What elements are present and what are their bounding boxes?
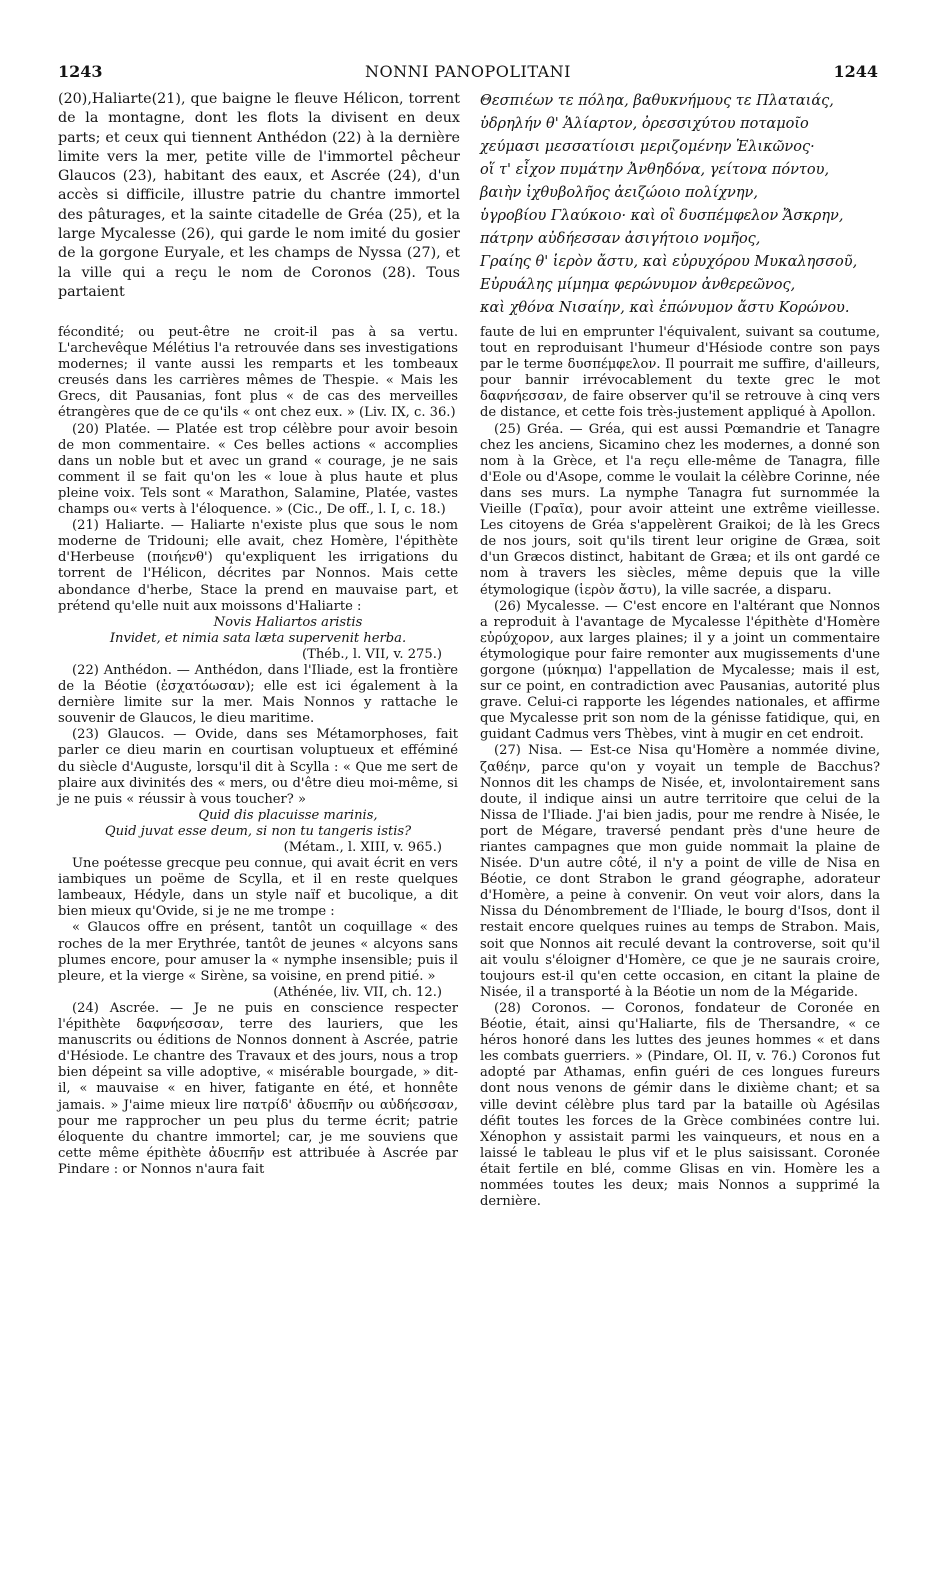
note-21: (21) Haliarte. — Haliarte n'existe plus que sous le nom moderne de Tridouni; elle avait, chez Homère, l'épithète d'Herbeuse (ποιήενθ') qu'expliquent les irrigations du torrent de l'Hélicon, décrites par Nonnos. Mais cette abondance d'herbe, Stace la prend en mauvaise part, et prétend qu'elle nuit aux moissons d'Haliarte : xyxy=(58,518,458,614)
note-23-citation: (Métam., l. XIII, v. 965.) xyxy=(283,840,442,855)
note-19-continued: fécondité; ou peut-être ne croit-il pas à sa vertu. L'archevêque Mélétius l'a retrouvée dans ses investigations modernes; il vante aussi les remparts et les tombeaux creusés dans les carrières mêmes de Thespie. « Mais les Grecs, dit Pausanias, font plus « de cas des merveilles étrangères que de ce qu'ils « ont chez eux. » (Liv. IX, c. 36.) xyxy=(58,325,458,421)
note-23-citation-2: (Athénée, liv. VII, ch. 12.) xyxy=(273,984,442,1000)
greek-line: Θεσπιέων τε πόληα, βαθυκνήμους τε Πλαταιάς, xyxy=(480,93,834,109)
page-number-left: 1243 xyxy=(58,62,103,81)
greek-line: Γραίης θ' ἱερὸν ἄστυ, καὶ εὐρυχόρου Μυκαλησσοῦ, xyxy=(480,254,858,270)
greek-text xyxy=(480,90,880,320)
running-title: NONNI PANOPOLITANI xyxy=(365,62,571,81)
greek-line: ὑδρηλήν θ' Ἁλίαρτον, ὀρεσσιχύτου ποταμοῖο xyxy=(480,116,809,132)
note-23-continued: Une poétesse grecque peu connue, qui avait écrit en vers iambiques un poëme de Scylla, et il en reste quelques lambeaux, Hédyle, dans un style naïf et bucolique, a dit bien mieux qu'Ovide, si je ne me trompe : xyxy=(58,856,458,920)
note-24-continued: faute de lui en emprunter l'équivalent, suivant sa coutume, tout en reproduisant l'humeur d'Hésiode contre son pays par le terme δυσπέμφελον. Il pourrait me suffire, d'ailleurs, pour bannir irrévocablement du texte grec le mot δαφνήεσσαν, de faire observer qu'il se retrouve à cinq vers de distance, et cette fois très-justement appliqué à Apollon. xyxy=(480,325,880,421)
note-20: (20) Platée. — Platée est trop célèbre pour avoir besoin de mon commentaire. « Ces belles actions « accomplies dans un noble but et avec un grand « courage, je ne sais comment il se fait qu'on les « loue à plus haute et plus pleine voix. Tels sont « Marathon, Salamine, Platée, vastes champs ou« verts à l'éloquence. » (Cic., De off., l. I, c. 18.) xyxy=(58,421,458,518)
greek-line: ὑγροβίου Γλαύκοιο· καὶ οἳ δυσπέμφελον Ἄσκρην, xyxy=(480,208,844,224)
greek-line: χεύμασι μεσσατίοισι μεριζομένην Ἑλικῶνος· xyxy=(480,139,815,155)
note-22: (22) Anthédon. — Anthédon, dans l'Iliade, est la frontière de la Béotie (ἐσχατόωσαν); elle est ici également à la dernière limite sur la mer. Mais Nonnos y rattache le souvenir de Glaucos, le dieu maritime. xyxy=(58,662,458,727)
note-23-verse: Quid juvat esse deum, si non tu tangeris istis? xyxy=(104,823,412,839)
running-header xyxy=(58,62,878,84)
greek-line: οἵ τ' εἶχον πυμάτην Ἀνθηδόνα, γείτονα πόντου, xyxy=(480,162,830,178)
note-21-citation: (Théb., l. VII, v. 275.) xyxy=(302,646,442,662)
note-26: (26) Mycalesse. — C'est encore en l'altérant que Nonnos a reproduit à l'avantage de Mycalesse l'épithète d'Homère εὐρύχορον, aux larges plaines; il y a joint un commentaire étymologique pour faire remonter aux mugissements d'une gorgone (μύκημα) l'appellation de Mycalesse; mais il est, sur ce point, en contradiction avec Pausanias, autorité plus grave. Celui-ci rapporte les légendes nationales, et affirme que Mycalesse prit son nom de la génisse fatidique, qui, en guidant Cadmus vers Thèbes, vint à mugir en cet endroit. xyxy=(480,598,880,743)
note-25: (25) Gréa. — Gréa, qui est aussi Pœmandrie et Tanagre chez les anciens, Sicamino chez les modernes, a donné son nom à la Grèce, et l'a reçu elle-même de Tanagra, fille d'Eole ou d'Asope, comme le voulait la célèbre Corinne, née dans ses murs. La nymphe Tanagra fut surnommée la Vieille (Γραῖα), pour avoir atteint une extrême vieillesse. Les citoyens de Gréa s'appelèrent Graikoi; de là les Grecs de nos jours, soit qu'ils tirent leur origine de Græa, soit d'un Græcos distinct, habitant de Græa; et ils ont gardé ce nom à travers les siècles, même depuis que la ville étymologique (ἱερὸν ἄστυ), la ville sacrée, a disparu. xyxy=(480,421,880,598)
note-21-verse: Novis Haliartos aristis xyxy=(213,614,363,630)
note-21-verse: Invidet, et nimia sata læta supervenit herba. xyxy=(109,630,407,646)
french-translation xyxy=(58,90,460,302)
translation-paragraph: (20),Haliarte(21), que baigne le fleuve Hélicon, torrent de la montagne, dont les flots la divisent en deux parts; et ceux qui tiennent Anthédon (22) à la dernière limite vers la mer, petite ville de l'immortel pêcheur Glaucos (23), habitant des eaux, et Ascrée (24), d'un accès si difficile, illustre patrie du chantre immortel des pâturages, et la sainte citadelle de Gréa (25), et la large Mycalesse (26), qui garde le nom imité du gosier de la gorgone Euryale, et les champs de Nyssa (27), et la ville qui a reçu le nom de Coronos (28). Tous partaient xyxy=(58,91,460,300)
note-23-verse: Quid dis placuisse marinis, xyxy=(198,807,378,823)
notes-column-right xyxy=(480,325,880,1210)
note-27: (27) Nisa. — Est-ce Nisa qu'Homère a nommée divine, ζαθέην, parce qu'on y voyait un temple de Bacchus? Nonnos dit les champs de Nisée, et, involontairement sans doute, il indique ainsi un autre territoire que celui de la Nissa de l'Iliade. J'ai bien jadis, pour me rendre à Nisée, le port de Mégare, traversé pendant près d'une heure de riantes campagnes que mon guide nommait la plaine de Nisée. D'un autre côté, il n'y a point de ville de Nisa en Béotie, ce dont Strabon le grand géographe, adorateur d'Homère, a peine à convenir. On veut voir alors, dans la Nissa du Dénombrement de l'Iliade, le bourg d'Isos, dont il restait encore quelques ruines au temps de Strabon. Mais, soit que Nonnos ait reculé devant la controverse, soit qu'il ait voulu s'éloigner d'Homère, ce que je ne saurais croire, toujours est-il qu'en cette occasion, en citant la plaine de Nisée, il a transporté à la Béotie un nom de la Mégaride. xyxy=(480,743,880,1000)
greek-line: βαιὴν ἰχθυβολῆος ἀειζώοιο πολίχνην, xyxy=(480,185,758,201)
greek-line: πάτρην αὐδήεσσαν ἀσιγήτοιο νομῆος, xyxy=(480,231,761,247)
note-23-quote: « Glaucos offre en présent, tantôt un coquillage « des roches de la mer Erythrée, tantôt de jeunes « alcyons sans plumes encore, pour amuser la « nymphe insensible; puis il pleure, et la vierge « Sirène, sa voisine, en prend pitié. » xyxy=(58,920,458,984)
greek-line: καὶ χθόνα Νισαίην, καὶ ἐπώνυμον ἄστυ Κορώνου. xyxy=(480,300,850,316)
note-24: (24) Ascrée. — Je ne puis en conscience respecter l'épithète δαφνήεσσαν, terre des lauriers, que les manuscrits ou éditions de Nonnos donnent à Ascrée, patrie d'Hésiode. Le chantre des Travaux et des jours, nous a trop bien dépeint sa ville adoptive, « misérable bourgade, » dit-il, « mauvaise « en hiver, fatigante en été, et honnête jamais. » J'aime mieux lire πατρίδ' ἀδυεπῆν ou αὐδήεσσαν, pour me rapprocher un peu plus du terme écrit; patrie éloquente du chantre immortel; car, je me souviens que cette même épithète ἀδυεπῆν est attribuée à Ascrée par Pindare : or Nonnos n'aura fait xyxy=(58,1000,458,1177)
note-23: (23) Glaucos. — Ovide, dans ses Métamorphoses, fait parler ce dieu marin en courtisan voluptueux et efféminé du siècle d'Auguste, lorsqu'il dit à Scylla : « Que me sert de plaire aux divinités des « mers, ou d'être dieu moi-même, si je ne puis « réussir à vous toucher? » xyxy=(58,727,458,807)
note-28: (28) Coronos. — Coronos, fondateur de Coronée en Béotie, était, ainsi qu'Haliarte, fils de Thersandre, « ce héros honoré dans les luttes des jeunes hommes « et dans les combats guerriers. » (Pindare, Ol. II, v. 76.) Coronos fut adopté par Athamas, enfin guéri de ces longues fureurs dont nous venons de gémir dans le dixième chant; et sa ville devint célèbre plus tard par la bataille où Agésilas défit toutes les forces de la Grèce combinées contre lui. Xénophon y assistait parmi les vainqueurs, et nous en a laissé le tableau le plus vif et le plus saisissant. Coronée était fertile en blé, comme Glisas en vin. Homère les a nommées toutes les deux; mais Nonnos a supprimé la dernière. xyxy=(480,1000,880,1210)
page-number-right: 1244 xyxy=(833,62,878,81)
notes-column-left xyxy=(58,325,458,1178)
greek-line: Εὐρυάλης μίμημα φερώνυμον ἀνθερεῶνος, xyxy=(480,277,796,293)
